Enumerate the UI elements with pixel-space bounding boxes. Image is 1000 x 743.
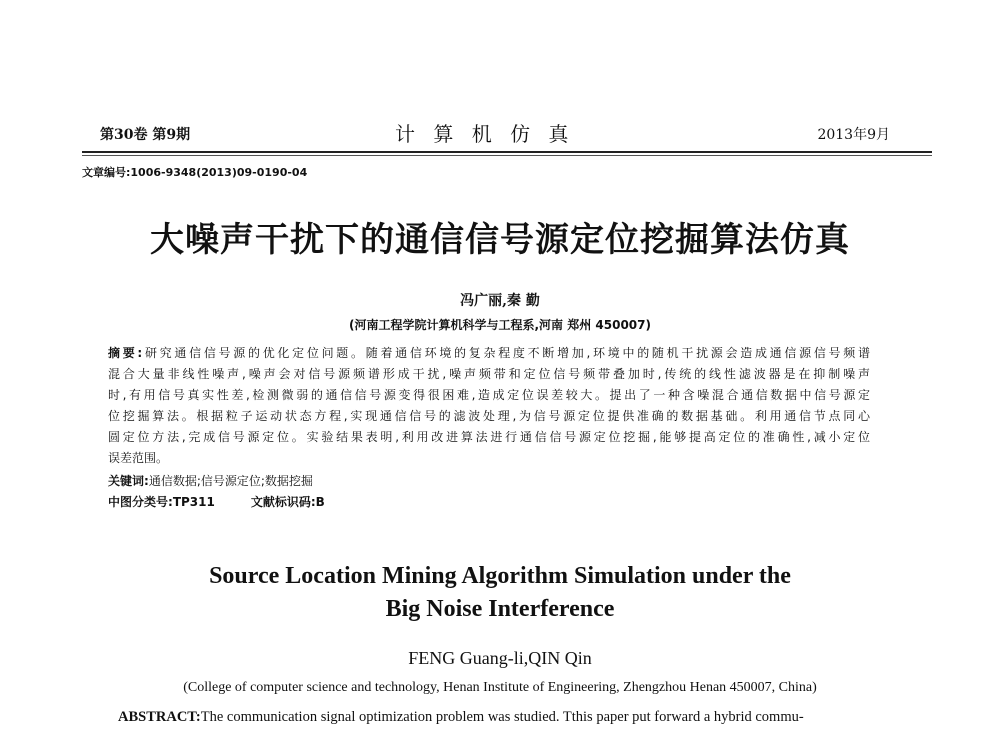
volume-issue: 第30卷 第9期: [100, 127, 191, 143]
header-rule-thin: [82, 155, 932, 156]
affiliation-cn: (河南工程学院计算机科学与工程系,河南 郑州 450007): [349, 318, 651, 332]
issue-date: 2013年9月: [817, 127, 890, 143]
classification: 中图分类号:TP311 文献标识码:B: [108, 495, 325, 509]
keywords-cn: 关键词:通信数据;信号源定位;数据挖掘: [108, 474, 313, 488]
abstract-cn-line: 位挖掘算法。根据粒子运动状态方程,实现通信信号的滤波处理,为信号源定位提供准确的数据基础。利用通信节点同心: [108, 409, 870, 423]
header-rule: [82, 151, 932, 153]
abstract-cn-line: 误差范围。: [108, 451, 169, 465]
affiliation-en: (College of computer science and technology, Henan Institute of Engineering, Zhengzhou Henan 450007, China): [183, 680, 817, 695]
abstract-cn-line: 摘要:研究通信信号源的优化定位问题。随着通信环境的复杂程度不断增加,环境中的随机干扰源会造成通信源信号频谱: [108, 346, 870, 360]
authors-en: FENG Guang-li,QIN Qin: [408, 648, 592, 668]
abstract-cn-line: 圆定位方法,完成信号源定位。实验结果表明,利用改进算法进行通信信号源定位挖掘,能够提高定位的准确性,减小定位: [108, 430, 870, 444]
abstract-en-label: ABSTRACT:: [118, 709, 201, 725]
paper-title-en-line1: Source Location Mining Algorithm Simulation under the: [209, 563, 791, 589]
abstract-cn-line: 时,有用信号真实性差,检测微弱的通信信号源变得很困难,造成定位误差较大。提出了一种含噪混合通信数据中信号源定: [108, 388, 870, 402]
abstract-cn-line: 混合大量非线性噪声,噪声会对信号源频谱形成干扰,噪声频带和定位信号频带叠加时,传统的线性滤波器是在抑制噪声: [108, 367, 870, 381]
abstract-cn-label: 摘要:: [108, 346, 143, 360]
article-number: 文章编号:1006-9348(2013)09-0190-04: [82, 166, 308, 179]
paper-title-en-line2: Big Noise Interference: [385, 596, 615, 622]
authors-cn: 冯广丽,秦 勤: [460, 293, 540, 309]
journal-name: 计 算 机 仿 真: [395, 122, 575, 146]
paper-title-cn: 大噪声干扰下的通信信号源定位挖掘算法仿真: [150, 220, 850, 260]
abstract-en: ABSTRACT:The communication signal optimization problem was studied. Tthis paper put forward a hybrid commu-: [118, 709, 804, 725]
